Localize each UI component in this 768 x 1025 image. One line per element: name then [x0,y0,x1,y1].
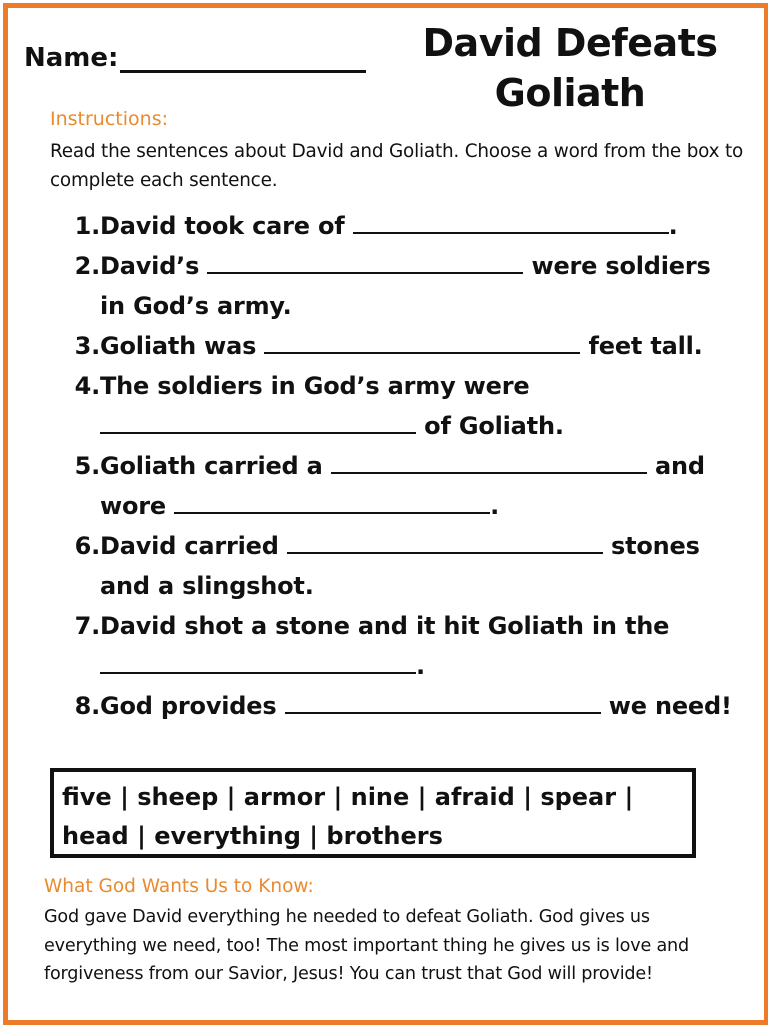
question-text-segment: stones and a slingshot. [100,532,700,600]
question-text [100,526,742,606]
answer-blank[interactable] [331,448,647,474]
answer-blank[interactable] [353,208,669,234]
question-text-segment: The soldiers in God’s army were [100,372,530,400]
question-text [100,366,742,446]
question-text [100,606,742,686]
question-text-segment: and wore [100,452,705,520]
question-item [62,686,742,726]
instructions-heading: Instructions: [50,108,168,130]
instructions-text: Read the sentences about David and Goliath. Choose a word from the box to complete each sentence. [50,141,744,191]
question-text-segment: we need! [600,692,732,720]
answer-blank[interactable] [287,528,603,554]
question-text-segment: . [416,652,425,680]
question-number: 4. [74,372,100,400]
takeaway-heading: What God Wants Us to Know: [44,876,314,897]
name-blank-line[interactable] [120,42,366,73]
answer-blank[interactable] [264,328,580,354]
question-text-segment: of Goliath. [416,412,564,440]
question-text [100,246,742,326]
question-text-segment: feet tall. [580,332,703,360]
question-item [62,206,742,246]
worksheet-title [410,18,730,118]
question-number: 5. [74,452,100,480]
question-item [62,366,742,446]
takeaway-text: God gave David everything he needed to defeat Goliath. God gives us everything we need, too! The most important thing he gives us is love and forgiveness from our Savior, Jesus! You can trust that God will provide! [44,907,689,984]
question-text [100,206,742,246]
question-number: 7. [74,612,100,640]
question-item [62,526,742,606]
question-text-segment: Goliath carried a [100,452,331,480]
question-text-segment: David shot a stone and it hit Goliath in the [100,612,670,640]
question-number: 2. [74,252,100,280]
title-line-1: David Defeats [422,21,718,65]
question-number: 8. [74,692,100,720]
question-item [62,246,742,326]
question-text [100,326,742,366]
answer-blank[interactable] [100,408,416,434]
question-item [62,326,742,366]
question-text-segment: David took care of [100,212,353,240]
question-number: 6. [74,532,100,560]
word-bank [50,768,696,858]
question-number: 3. [74,332,100,360]
question-text [100,446,742,526]
name-label: Name: [24,43,119,73]
question-text-segment: were soldiers in God’s army. [100,252,711,320]
question-text-segment: . [490,492,500,520]
question-list [62,206,742,726]
answer-blank[interactable] [100,648,416,674]
question-text [100,686,742,726]
answer-blank[interactable] [285,688,601,714]
name-field [24,42,366,73]
answer-blank[interactable] [174,488,490,514]
word-bank-line-1: five | sheep | armor | nine | afraid | spear | [62,783,634,811]
answer-blank[interactable] [207,248,523,274]
question-number: 1. [74,212,100,240]
question-text-segment: Goliath was [100,332,265,360]
question-text-segment: David’s [100,252,208,280]
word-bank-line-2: head | everything | brothers [62,822,443,850]
question-text-segment: God provides [100,692,285,720]
question-item [62,446,742,526]
question-text-segment: . [668,212,678,240]
question-item [62,606,742,686]
title-line-2: Goliath [494,71,646,115]
question-text-segment: David carried [100,532,287,560]
